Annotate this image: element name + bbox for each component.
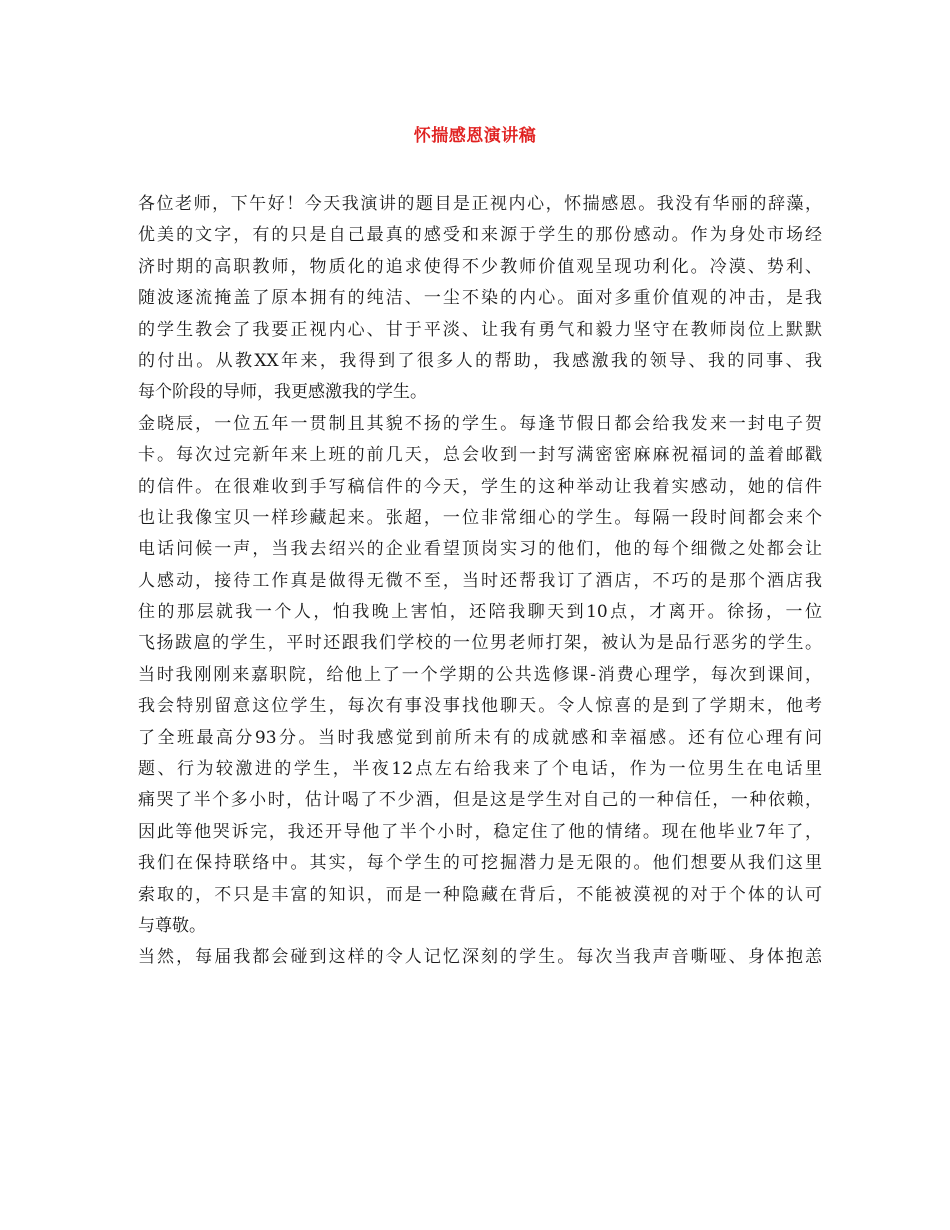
- text-line: 我会特别留意这位学生，每次有事没事找他聊天。令人惊喜的是到了学期末，他考: [138, 696, 822, 717]
- text-line: 当然，每届我都会碰到这样的令人记忆深刻的学生。每次当我声音嘶哑、身体抱恙: [138, 947, 822, 968]
- text-line: 也让我像宝贝一样珍藏起来。张超，一位非常细心的学生。每隔一段时间都会来个: [138, 507, 822, 528]
- text-line: 飞扬跋扈的学生，平时还跟我们学校的一位男老师打架，被认为是品行恶劣的学生。: [138, 633, 822, 654]
- paragraph: [138, 942, 822, 973]
- document-title: 怀揣感恩演讲稿: [413, 126, 537, 146]
- text-line: 的付出。从教XX年来，我得到了很多人的帮助，我感激我的领导、我的同事、我: [138, 350, 822, 371]
- text-line: 每个阶段的导师，我更感激我的学生。: [138, 382, 427, 403]
- text-line: 随波逐流掩盖了原本拥有的纯洁、一尘不染的内心。面对多重价值观的冲击，是我: [138, 288, 822, 309]
- text-line: 济时期的高职教师，物质化的追求使得不少教师价值观呈现功利化。冷漠、势利、: [138, 256, 822, 277]
- text-line: 各位老师，下午好！今天我演讲的题目是正视内心，怀揣感恩。我没有华丽的辞藻，: [138, 194, 822, 214]
- text-line: 人感动，接待工作真是做得无微不至，当时还帮我订了酒店，不巧的是那个酒店我: [138, 570, 822, 591]
- text-line: 因此等他哭诉完，我还开导他了半个小时，稳定住了他的情绪。现在他毕业7年了，: [138, 821, 822, 842]
- paragraph: [138, 189, 822, 409]
- text-line: 住的那层就我一个人，怕我晚上害怕，还陪我聊天到10点，才离开。徐扬，一位: [138, 602, 822, 623]
- text-line: 题、行为较激进的学生，半夜12点左右给我来了个电话，作为一位男生在电话里: [138, 759, 822, 780]
- document-body: [138, 189, 822, 974]
- text-line: 当时我刚刚来嘉职院，给他上了一个学期的公共选修课-消费心理学，每次到课间，: [138, 664, 822, 685]
- text-line: 我们在保持联络中。其实，每个学生的可挖掘潜力是无限的。他们想要从我们这里: [138, 853, 822, 874]
- text-line: 痛哭了半个多小时，估计喝了不少酒，但是这是学生对自己的一种信任，一种依赖，: [138, 790, 822, 811]
- text-line: 的学生教会了我要正视内心、甘于平淡、让我有勇气和毅力坚守在教师岗位上默默: [138, 319, 822, 340]
- text-line: 电话问候一声，当我去绍兴的企业看望顶岗实习的他们，他的每个细微之处都会让: [138, 539, 822, 560]
- text-line: 与尊敬。: [138, 915, 206, 936]
- text-line: 金晓辰，一位五年一贯制且其貌不扬的学生。每逢节假日都会给我发来一封电子贺: [138, 413, 822, 434]
- paragraph: [138, 409, 822, 943]
- text-line: 索取的，不只是丰富的知识，而是一种隐藏在背后，不能被漠视的对于个体的认可: [138, 884, 822, 905]
- text-line: 的信件。在很难收到手写稿信件的今天，学生的这种举动让我着实感动，她的信件: [138, 476, 822, 497]
- text-line: 优美的文字，有的只是自己最真的感受和来源于学生的那份感动。作为身处市场经: [138, 225, 822, 246]
- text-line: 了全班最高分93分。当时我感觉到前所未有的成就感和幸福感。还有位心理有问: [138, 727, 822, 748]
- text-line: 卡。每次过完新年来上班的前几天，总会收到一封写满密密麻麻祝福词的盖着邮戳: [138, 445, 822, 466]
